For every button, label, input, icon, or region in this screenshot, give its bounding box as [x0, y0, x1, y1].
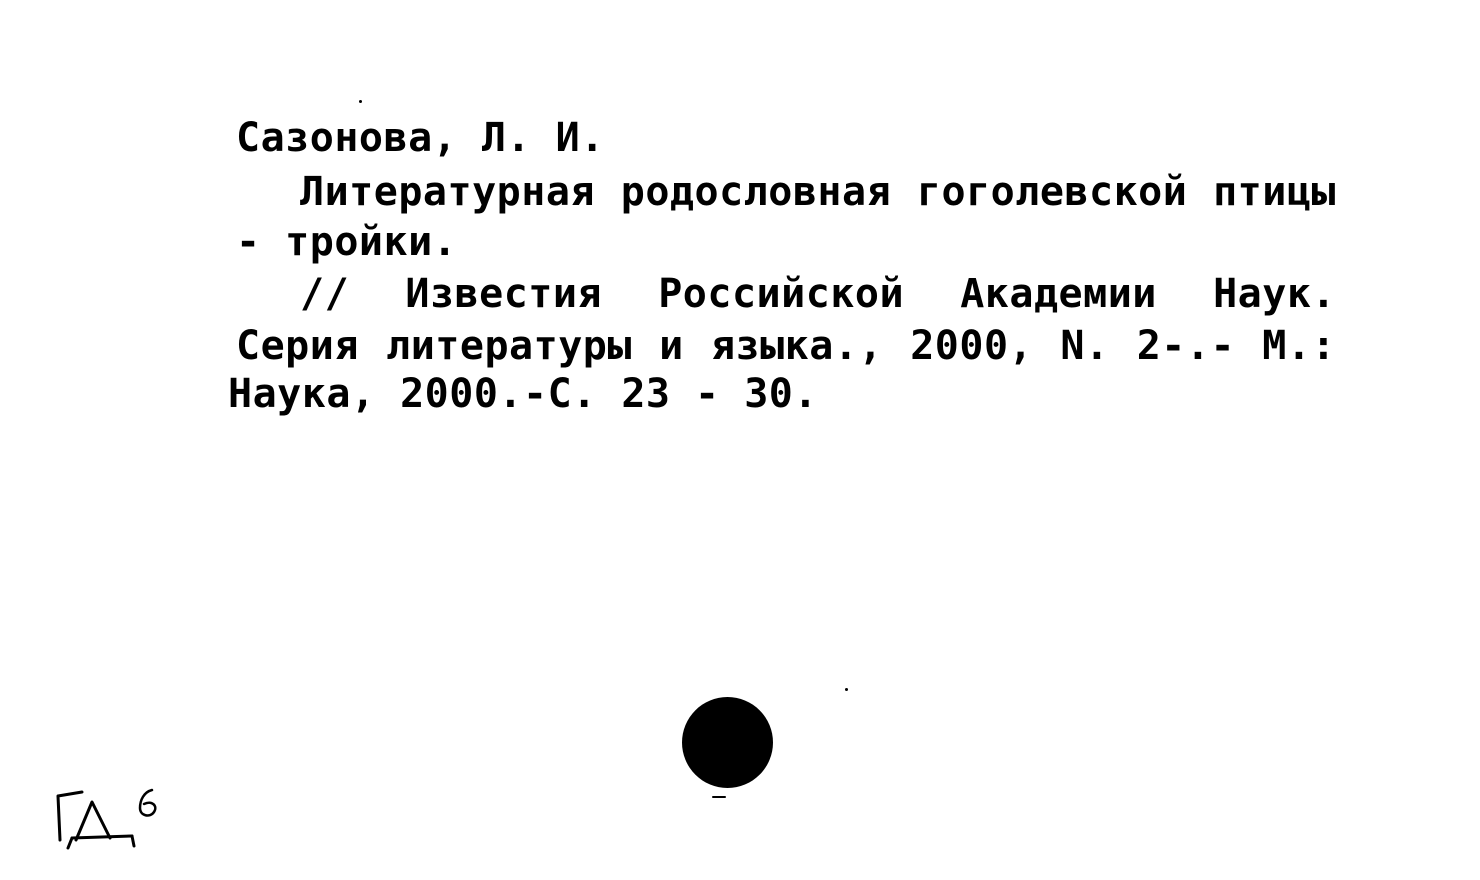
- title-line-2: - тройки.: [236, 219, 458, 265]
- source-line-1: // Известия Российской Академии Наук.: [300, 271, 1336, 317]
- scan-speck: [712, 796, 726, 798]
- punch-hole: [682, 697, 773, 788]
- scan-speck: [845, 688, 848, 691]
- source-line-2: Серия литературы и языка., 2000, N. 2-.- М.:: [236, 323, 1336, 369]
- handwritten-shelfmark: [48, 782, 168, 854]
- author-line: Сазонова, Л. И.: [236, 115, 605, 161]
- scan-speck: [359, 100, 362, 103]
- title-line-1: Литературная родословная гоголевской птицы: [300, 169, 1336, 215]
- source-line-3: Наука, 2000.-С. 23 - 30.: [228, 371, 818, 417]
